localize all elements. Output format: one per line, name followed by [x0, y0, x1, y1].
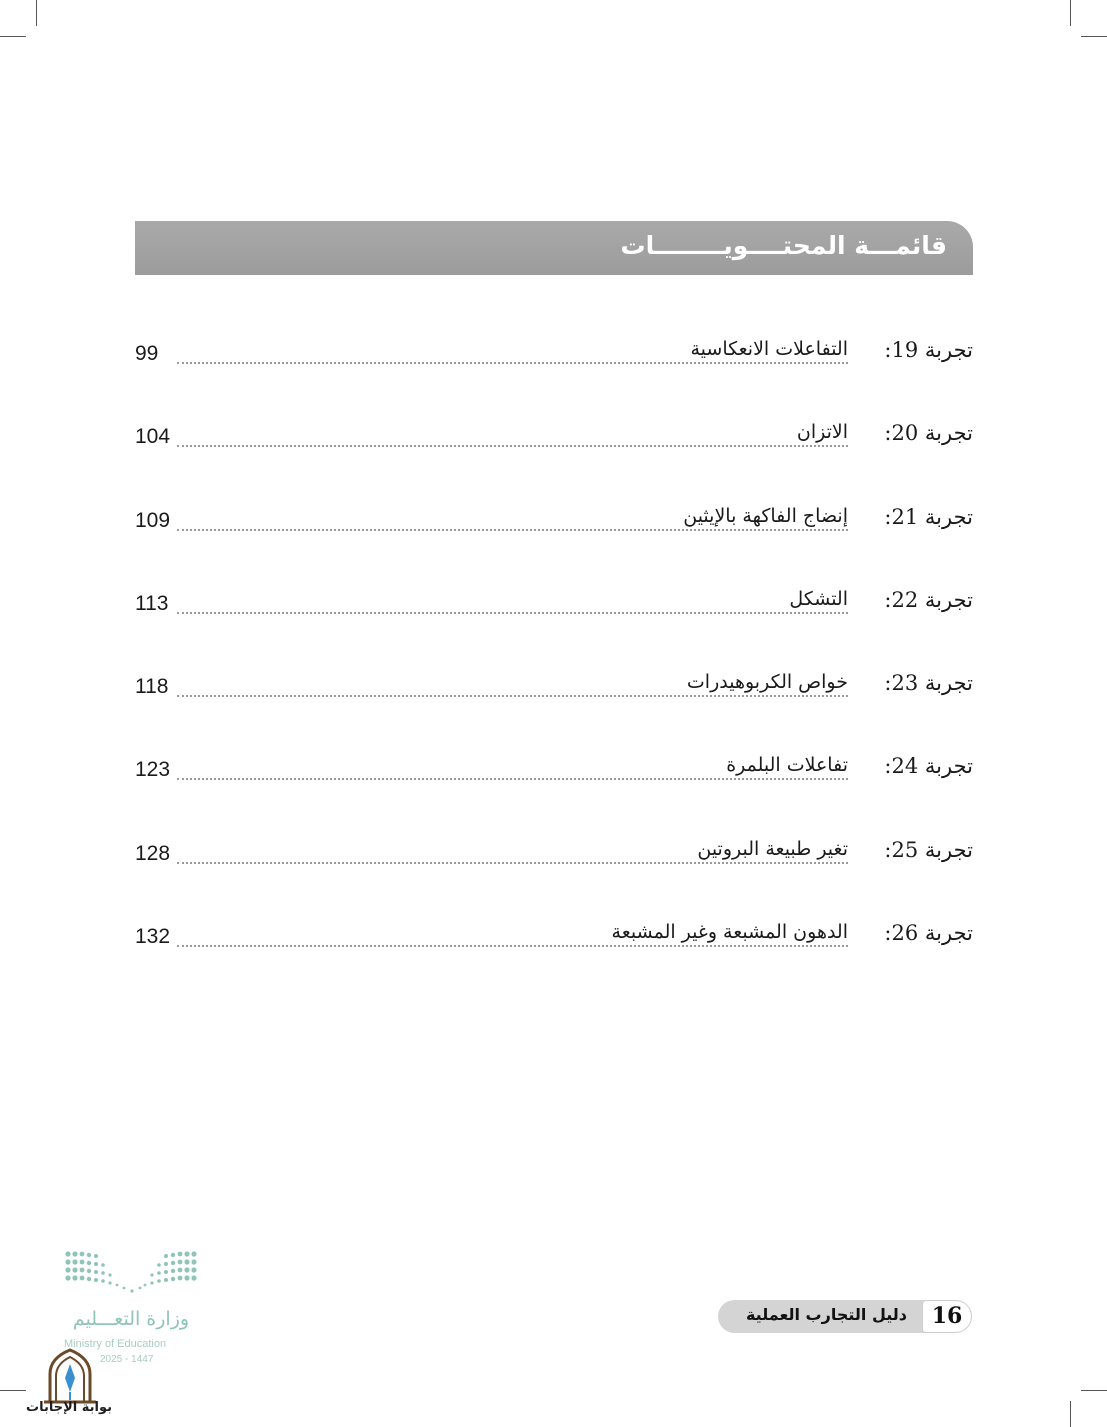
ministry-dots-icon — [60, 1248, 205, 1298]
toc-row[interactable] — [135, 338, 973, 421]
dot-leader — [177, 778, 848, 780]
dot-leader — [177, 945, 848, 947]
toc-row[interactable] — [135, 588, 973, 671]
toc-experiment-number: تجربة 21: — [884, 504, 973, 529]
toc-experiment-number: تجربة 20: — [884, 421, 973, 446]
crop-mark-left-top — [0, 36, 26, 37]
toc-page-number: 132 — [135, 925, 171, 949]
toc-page-number: 104 — [135, 425, 171, 449]
toc-page-number: 128 — [135, 841, 171, 865]
toc-experiment-number: تجربة 24: — [884, 754, 973, 779]
toc-row[interactable] — [135, 671, 973, 754]
toc-page-number: 118 — [135, 675, 169, 699]
toc-entry-title: الدهون المشبعة وغير المشبعة — [608, 921, 848, 943]
crop-mark-top-right — [1070, 0, 1071, 26]
toc-page-number: 109 — [135, 508, 171, 532]
toc-entry-title: إنضاج الفاكهة بالإيثين — [679, 505, 848, 527]
crop-mark-bottom-right — [1070, 1401, 1071, 1427]
toc-entry-title: تغير طبيعة البروتين — [693, 838, 848, 860]
toc-experiment-number: تجربة 19: — [884, 338, 973, 362]
crop-mark-right-top — [1081, 36, 1107, 37]
page-number: 16 — [922, 1300, 972, 1333]
toc-row[interactable] — [135, 838, 973, 921]
toc-experiment-number: تجربة 22: — [884, 587, 973, 612]
toc-entry-title: خواص الكربوهيدرات — [683, 671, 848, 693]
answers-gate-watermark — [28, 1348, 112, 1424]
toc-row[interactable] — [135, 754, 973, 837]
toc-row[interactable] — [135, 421, 973, 504]
toc-page-number: 123 — [135, 758, 171, 782]
crop-mark-right-bottom — [1081, 1390, 1107, 1391]
ministry-year: 2025 - 1447 — [100, 1354, 154, 1365]
toc-experiment-number: تجربة 26: — [884, 921, 973, 946]
toc-entry-title: التشكل — [785, 588, 848, 610]
dot-leader — [177, 362, 848, 364]
ministry-name-arabic: وزارة التعـــليم — [72, 1308, 190, 1330]
footer-book-title: دليل التجارب العملية — [745, 1305, 907, 1324]
ministry-name-english: Ministry of Education — [64, 1338, 167, 1350]
dot-leader — [177, 862, 848, 864]
contents-title: قائمـــة المحتــــويــــــــات — [620, 231, 947, 260]
toc-entry-title: التفاعلات الانعكاسية — [687, 338, 849, 360]
dot-leader — [177, 612, 848, 614]
dot-leader — [177, 445, 848, 447]
toc-page-number: 99 — [135, 342, 159, 365]
contents-header-banner — [135, 221, 973, 275]
toc-row[interactable] — [135, 921, 973, 1004]
toc-experiment-number: تجربة 25: — [884, 837, 973, 862]
dot-leader — [177, 695, 848, 697]
footer-book-title-pill — [718, 1300, 972, 1333]
mosque-pen-icon — [28, 1348, 112, 1404]
watermark-text: بوابة الإجابات — [26, 1400, 112, 1415]
toc-row[interactable] — [135, 505, 973, 588]
toc-entry-title: الاتزان — [793, 421, 848, 443]
crop-mark-top-left — [36, 0, 37, 26]
toc-page-number: 113 — [135, 591, 169, 615]
crop-mark-left-bottom — [0, 1390, 26, 1391]
table-of-contents — [135, 338, 973, 1004]
dot-leader — [177, 529, 848, 531]
toc-experiment-number: تجربة 23: — [884, 671, 973, 696]
toc-entry-title: تفاعلات البلمرة — [722, 754, 848, 776]
